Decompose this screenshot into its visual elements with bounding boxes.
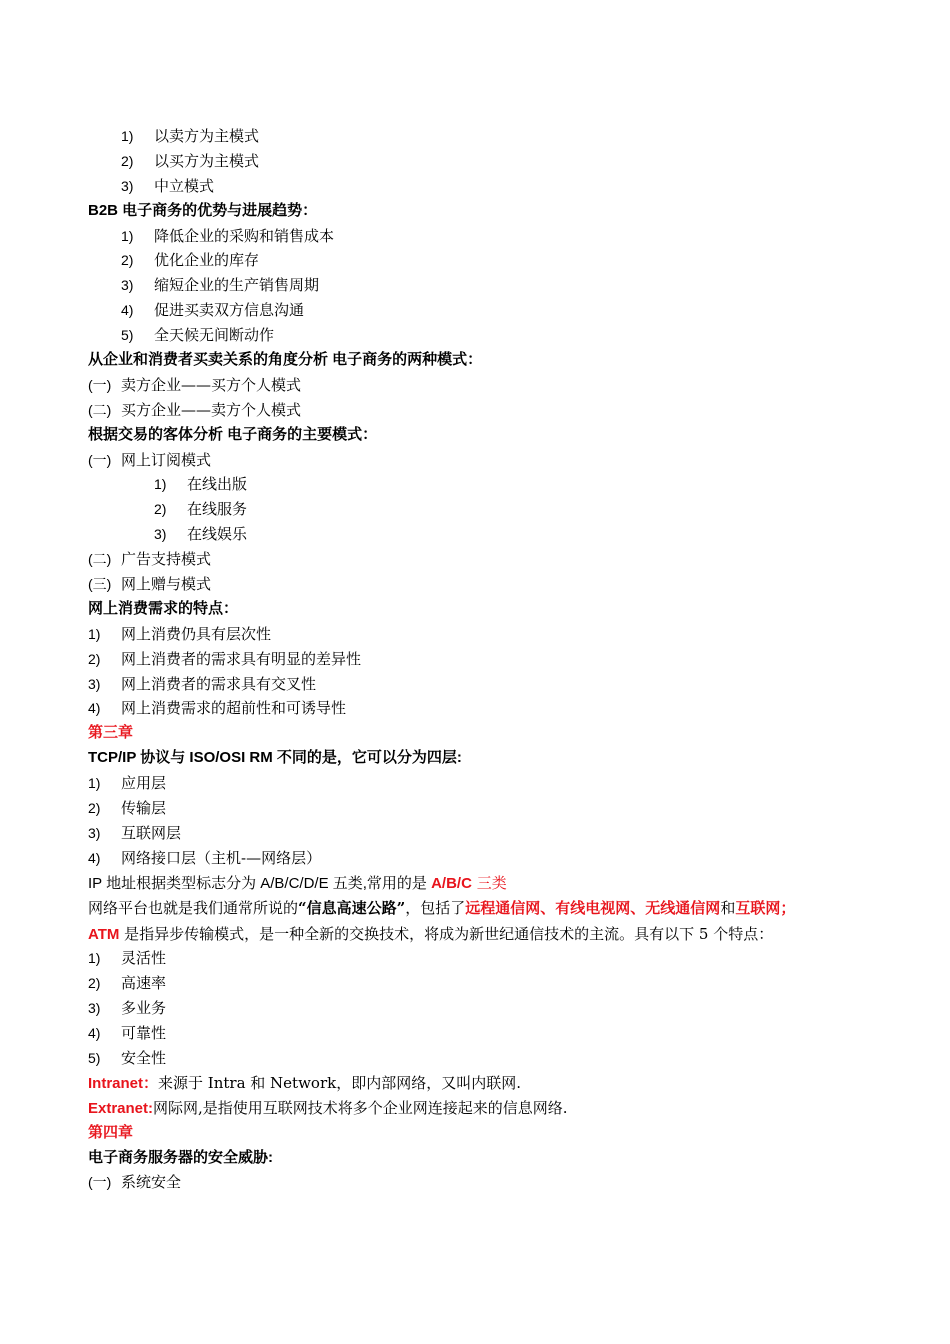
section-heading-b2b: B2B 电子商务的优势与进展趋势： bbox=[88, 201, 318, 219]
list-item: (三) 网上赠与模式 bbox=[88, 575, 212, 594]
section-heading-tcp: TCP/IP 协议与 ISO/OSI RM 不同的是，它可以分为四层: bbox=[88, 749, 462, 767]
paragraph-network-platform: 网络平台也就是我们通常所说的“信息高速公路”，包括了远程通信网、有线电视网、无线通信网和互联网； bbox=[88, 898, 796, 917]
section-heading-demand: 网上消费需求的特点： bbox=[88, 599, 239, 617]
list-item: 4) 促进买卖双方信息沟通 bbox=[121, 301, 305, 320]
chapter-heading-4: 第四章 bbox=[88, 1123, 134, 1141]
list-item: 3) 中立模式 bbox=[121, 176, 215, 195]
section-heading-object: 根据交易的客体分析 电子商务的主要模式： bbox=[88, 425, 378, 443]
list-item: 1) 降低企业的采购和销售成本 bbox=[121, 226, 335, 245]
list-item: (一) 网上订阅模式 bbox=[88, 450, 212, 469]
list-item: 5) 全天候无间断动作 bbox=[121, 326, 275, 345]
list-item: 3) 缩短企业的生产销售周期 bbox=[121, 276, 320, 295]
list-item: 3) 互联网层 bbox=[88, 823, 182, 842]
list-item: 2) 在线服务 bbox=[154, 500, 248, 519]
list-item: 4) 可靠性 bbox=[88, 1024, 167, 1043]
list-item: 2) 网上消费者的需求具有明显的差异性 bbox=[88, 649, 362, 668]
paragraph-atm: ATM 是指异步传输模式，是一种全新的交换技术，将成为新世纪通信技术的主流。具有以下 5 个特点： bbox=[88, 924, 774, 943]
list-item: 2) 优化企业的库存 bbox=[121, 251, 260, 270]
list-item: 1) 应用层 bbox=[88, 774, 167, 793]
list-item: 1) 网上消费仍具有层次性 bbox=[88, 624, 272, 643]
list-item: 2) 高速率 bbox=[88, 974, 167, 993]
paragraph-extranet: Extranet:网际网,是指使用互联网技术将多个企业网连接起来的信息网络. bbox=[88, 1098, 568, 1117]
list-item: 1) 灵活性 bbox=[88, 949, 167, 968]
list-item: 4) 网上消费需求的超前性和可诱导性 bbox=[88, 699, 347, 718]
list-item: 3) 在线娱乐 bbox=[154, 525, 248, 544]
list-item: 1) 以卖方为主模式 bbox=[121, 127, 260, 145]
section-heading-security: 电子商务服务器的安全威胁: bbox=[88, 1148, 273, 1166]
list-item: (一) 系统安全 bbox=[88, 1173, 182, 1192]
document-body bbox=[88, 124, 868, 1195]
list-item: 4) 网络接口层（主机-—网络层） bbox=[88, 848, 322, 867]
list-item: (二) 广告支持模式 bbox=[88, 550, 212, 569]
list-item: 3) 网上消费者的需求具有交叉性 bbox=[88, 674, 317, 693]
list-item: (一) 卖方企业——买方个人模式 bbox=[88, 375, 302, 394]
list-item: 2) 以买方为主模式 bbox=[121, 151, 260, 170]
paragraph-intranet: Intranet：来源于 Intra 和 Network，即内部网络，又叫内联网. bbox=[88, 1073, 521, 1092]
list-item: 5) 安全性 bbox=[88, 1048, 167, 1067]
list-item: 3) 多业务 bbox=[88, 999, 167, 1018]
paragraph-ip-address: IP 地址根据类型标志分为 A/B/C/D/E 五类,常用的是 A/B/C 三类 bbox=[88, 873, 507, 892]
list-item: (二) 买方企业——卖方个人模式 bbox=[88, 400, 302, 419]
list-item: 2) 传输层 bbox=[88, 799, 167, 818]
section-heading-relation: 从企业和消费者买卖关系的角度分析 电子商务的两种模式： bbox=[88, 351, 483, 369]
list-item: 1) 在线出版 bbox=[154, 475, 248, 494]
chapter-heading-3: 第三章 bbox=[88, 724, 134, 742]
